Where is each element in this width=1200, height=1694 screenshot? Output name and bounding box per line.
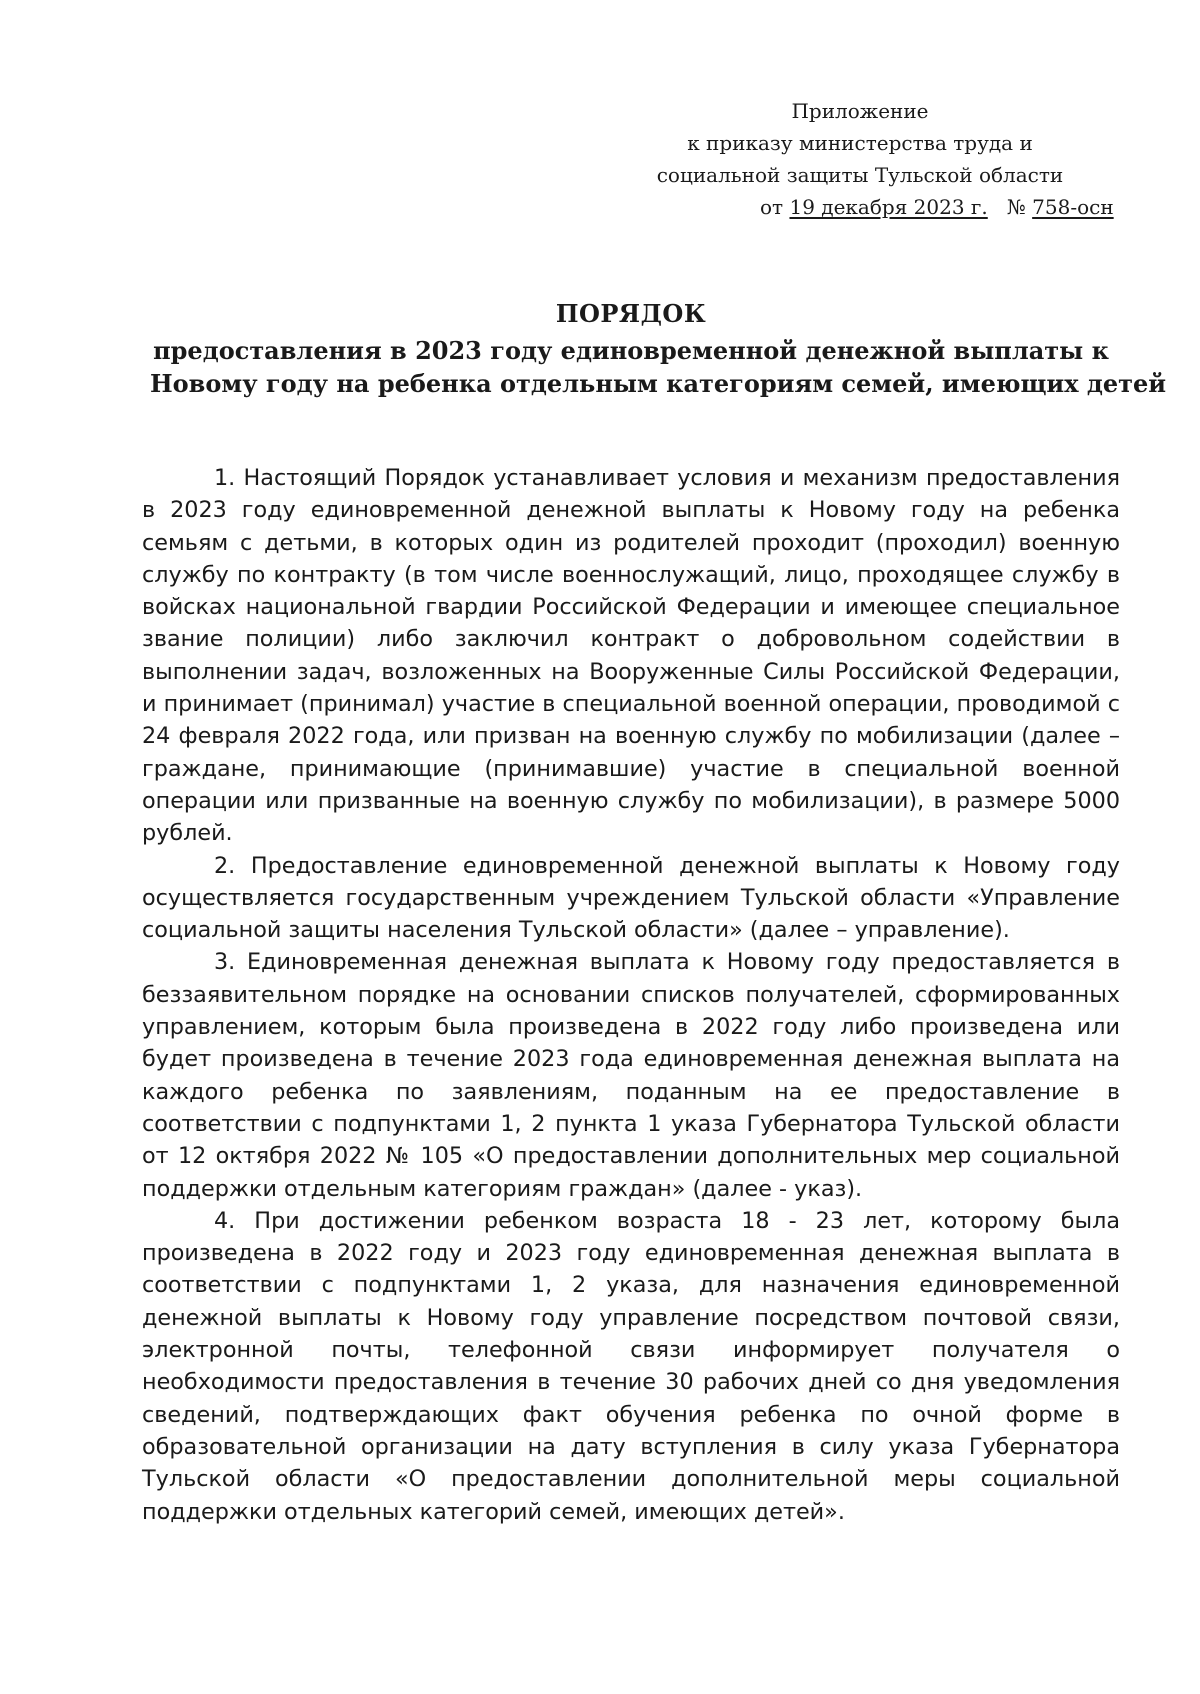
subtitle-line: предоставления в 2023 году единовременной денежной выплаты к bbox=[153, 336, 1109, 365]
appendix-line: социальной защиты Тульской области bbox=[656, 163, 1064, 187]
appendix-header bbox=[560, 95, 1160, 191]
order-number-label: № bbox=[1006, 195, 1026, 219]
appendix-line: к приказу министерства труда и bbox=[687, 131, 1033, 155]
document-title: ПОРЯДОК bbox=[555, 299, 707, 328]
paragraph-4: 4. При достижении ребенком возраста 18 - 23 лет, которому была произведена в 2022 году и 2023 году единовременная денежная выплата в соответствии с подпунктами 1, 2 указа, для назначения единовременной денежной выплаты к Новому году управление посредством почтовой связи, электронной почты, телефонной связи информирует получателя о необходимости предоставления в течение 30 рабочих дней со дня уведомления сведений, подтверждающих факт обучения ребенка по очной форме в образовательной организации на дату вступления в силу указа Губернатора Тульской области «О предоставлении дополнительной меры социальной поддержки отдельных категорий семей, имеющих детей». bbox=[142, 1207, 1120, 1525]
order-reference bbox=[760, 192, 1114, 222]
order-date: 19 декабря 2023 г. bbox=[789, 195, 988, 219]
order-prefix: от bbox=[760, 195, 784, 219]
paragraph-2: 2. Предоставление единовременной денежной выплаты к Новому году осуществляется государственным учреждением Тульской области «Управление социальной защиты населения Тульской области» (далее – управление). bbox=[142, 852, 1120, 944]
appendix-line: Приложение bbox=[791, 99, 929, 123]
subtitle-line: Новому году на ребенка отдельным категориям семей, имеющих детей bbox=[150, 369, 1167, 398]
paragraph-3: 3. Единовременная денежная выплата к Новому году предоставляется в беззаявительном порядке на основании списков получателей, сформированных управлением, которым была произведена в 2022 году либо произведена или будет произведена в течение 2023 года единовременная денежная выплата на каждого ребенка по заявлениям, поданным на ее предоставление в соответствии с подпунктами 1, 2 пункта 1 указа Губернатора Тульской области от 12 октября 2022 № 105 «О предоставлении дополнительных мер социальной поддержки отдельным категориям граждан» (далее - указ). bbox=[142, 949, 1120, 1202]
document-subtitle bbox=[150, 334, 1167, 400]
order-number: 758-осн bbox=[1032, 195, 1114, 219]
paragraph-1: 1. Настоящий Порядок устанавливает условия и механизм предоставления в 2023 году единовременной денежной выплаты к Новому году на ребенка семьям с детьми, в которых один из родителей проходит (проходил) военную службу по контракту (в том числе военнослужащий, лицо, проходящее службу в войсках национальной гвардии Российской Федерации и имеющее специальное звание полиции) либо заключил контракт о добровольном содействии в выполнении задач, возложенных на Вооруженные Силы Российской Федерации, и принимает (принимал) участие в специальной военной операции, проводимой с 24 февраля 2022 года, или призван на военную службу по мобилизации (далее – граждане, принимающие (принимавшие) участие в специальной военной операции или призванные на военную службу по мобилизации), в размере 5000 рублей. bbox=[142, 465, 1120, 847]
document-body bbox=[142, 462, 1120, 1528]
